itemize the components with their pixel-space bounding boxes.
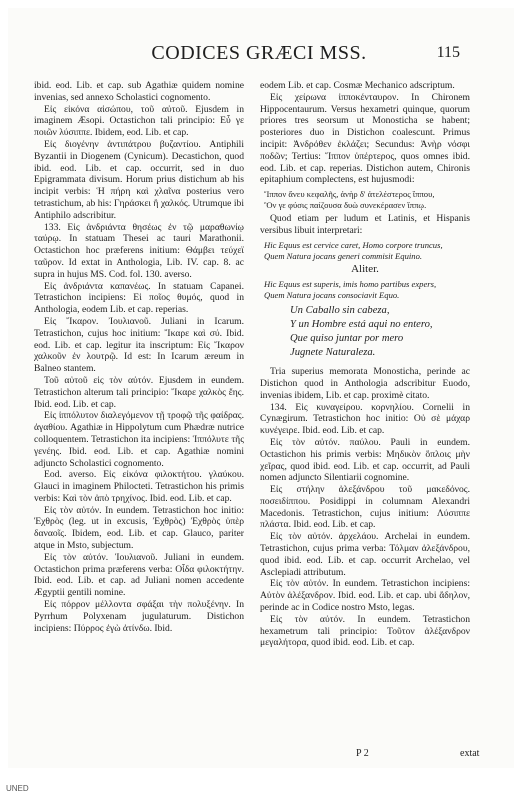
- paragraph: Εἰς ἱππόλυτον διαλεγόμενον τῇ τροφῷ τῆς φαίδρας. ἀγαθίου. Agathiæ in Hippolytum cum Phædræ nutrice colloquentem. Tetrastichon ita incipiens: Ἱππόλυτε τῆς γενέης. Ibid. eod. Lib. et cap. Agathiæ nomini adjuncto Scholastici cognomento.: [34, 410, 244, 469]
- spanish-verse: [290, 304, 470, 360]
- verse-line: Quem Natura jocans consociavit Equo.: [264, 289, 400, 300]
- running-title: CODICES GRÆCI MSS.: [151, 42, 367, 64]
- page-footer: [8, 748, 514, 762]
- paragraph: Εἰς τὸν αὐτόν. In eundem. Tetrastichon hexametrum tali principio: Τοῦτον ἀλέξανδρον μεγαλήτορα, quod ibid. eod. Lib. et cap.: [260, 613, 470, 649]
- paragraph: Εἰς τὸν αὐτόν. παύλου. Pauli in eundem. Octastichon his primis verbis: Μηδικὸν ὅπλοις μὴν χεῖρας, quod ibid. eod. Lib. et cap. occurrit, ad Pauli nomen adjuncto Silentiarii cognomine.: [260, 436, 470, 484]
- greek-verse: [264, 189, 470, 210]
- paragraph: 133. Εἰς ἀνδριάντα θησέως ἐν τῷ μαραθωνίῳ ταύρῳ. In statuam Thesei ac tauri Marathonii. Octastichon hoc præferens initium: Θάμβει τεύχεϊ ταῦρον. Id extat in Anthologia, Lib. IV. cap. 8. ac supra in hujus MS. Cod. fol. 130. averso.: [34, 221, 244, 280]
- paragraph: Εἰς τὸν αὐτόν. Ἰουλιανοῦ. Juliani in eundem. Octastichon prima præferens verba: Οἶδα φιλοκτήτην. Ibid. eod. Lib. et cap. ad Juliani nomen accedente Ægyptii gentili nomine.: [34, 551, 244, 599]
- verse-line: Quem Natura jocans generi commisit Equino.: [264, 250, 423, 261]
- signature-mark: P 2: [356, 748, 369, 759]
- paragraph: ibid. eod. Lib. et cap. sub Agathiæ quidem nomine invenias, sed annexo Scholastici cognomento.: [34, 80, 244, 103]
- latin-verse: [264, 240, 470, 261]
- paragraph: Εἰς τὸν αὐτόν. In eundem. Tetrastichon hoc initio: Ἐχθρὸς (leg. ut in excusis, Ἐχθρὸς) Ἐχθρὸς ὑπὲρ δαναοῖς. Ibidem, eod. Lib. et cap. Glauco, pariter atque in Msto, subjectum.: [34, 504, 244, 552]
- book-page: [8, 8, 514, 768]
- paragraph: Quod etiam per ludum et Latinis, et Hispanis versibus libuit interpretari:: [260, 213, 470, 237]
- paragraph: Εἰς πόρρον μέλλοντα σφάξαι τὴν πολυξένην. In Pyrrhum Polyxenam jugulaturum. Distichon incipiens: Πύρρος ἐγὼ ἀτίνδω. Ibid.: [34, 599, 244, 634]
- page-header: [8, 42, 514, 68]
- paragraph: Εἰς ἀνδριάντα καπανέως. In statuam Capanei. Tetrastichon incipiens: Εἰ ποῖος θυμός, quod in Anthologia, eodem Lib. et cap. reperias.: [34, 280, 244, 316]
- paragraph: Εἰς Ἴκαρον. Ἰουλιανοῦ. Juliani in Icarum. Tetrastichon, cujus hoc initium: Ἴκαρε καὶ σύ. Ibid. eod. Lib. et cap. legitur ita inscriptum: Εἰς Ἴκαρον χαλκοῦν ἐν λουτρῷ. Id est: In Icarum æreum in Balneo stantem.: [34, 315, 244, 375]
- paragraph: eodem Lib. et cap. Cosmæ Mechanico adscriptum.: [260, 80, 455, 91]
- verse-line: Hic Equus est superis, imis homo partibus expers,: [264, 278, 437, 289]
- verse-line: Jugnete Naturaleza.: [290, 347, 376, 359]
- verse-line: Hic Equus est cervice caret, Homo corpore truncus,: [264, 239, 443, 250]
- source-label: UNED: [6, 784, 29, 793]
- verse-line: Ὃν γε φύσις παίζουσα δυὼ συνεκέρασεν ἵππῳ.: [264, 199, 427, 210]
- verse-line: Y un Hombre está aqui no entero,: [290, 319, 433, 331]
- paragraph: 134. Εἰς κυναγείρου. κορνηλίου. Cornelii in Cynægirum. Tetrastichon hoc initio: Οὐ σὲ μάχαρ κυνέγειρε. Ibid. eod. Lib. et cap.: [260, 401, 470, 437]
- paragraph: Εἰς τὸν αὐτόν. ἀρχελάου. Archelai in eundem. Tetrastichon, cujus prima verba: Τόλμαν ἀλεξάνδρου, quod ibid. eod. Lib. et cap. occurrit Archelao, vel Asclepiadi attributum.: [260, 531, 470, 578]
- paragraph: Εἰς τὸν αὐτόν. In eundem. Tetrastichon incipiens: Αὐτὸν ἀλέξανδρον. Ibid. eod. Lib. et cap. ubi ἄδηλον, perinde ac in Codice nostro Msto, legas.: [260, 578, 470, 614]
- paragraph: Εἰς χείρωνα ἱπποκένταυρον. In Chironem Hippocentaurum. Versus hexametri quinque, quorum priores tres seorsum ut Monosticha se habent; posteriores duo in Distichon coalescunt. Primus incipit: Ἀνδρόθεν ἐκλάζει; Secundus: Ἀνὴρ νόσφι ποδῶν; Tertius: Ἵππον ὑπέρτερος, quos omnes ibid. eod. Lib. et cap. reperias. Distichon autem, Chironis epitaphium complectens, est hujusmodi:: [260, 91, 470, 186]
- paragraph: Tria superius memorata Monosticha, perinde ac Distichon quod in Anthologia adscribitur Euodo, invenias ibidem, Lib. et cap. proximè citato.: [260, 366, 470, 401]
- catchword: extat: [460, 748, 480, 759]
- latin-verse: [264, 279, 470, 300]
- paragraph: Eod. averso. Εἰς εἰκόνα φιλοκτήτου. γλαύκου. Glauci in imaginem Philocteti. Tetrastichon his primis verbis: Καὶ τὸν ἀπὸ τρηχίνος. Ibid. eod. Lib. et cap.: [34, 469, 244, 504]
- paragraph: Εἰς στήλην ἀλεξάνδρου τοῦ μακεδόνος. ποσειδίππου. Posidippi in columnam Alexandri Macedonis. Tetrastichon, cujus initium: Λύσιππε πλάστα. Ibid. eod. Lib. et cap.: [260, 484, 470, 531]
- paragraph: Τοῦ αὐτοῦ εἰς τὸν αὐτόν. Ejusdem in eundem. Tetrastichon alterum tali principio: Ἴκαρε χαλκὸς ἔης. Ibid. eod. Lib. et cap.: [34, 374, 244, 410]
- left-column: [34, 80, 244, 634]
- verse-line: Ἵππον ἄνευ κεφαλῆς, ἀνὴρ δ' ἀτελέστερος ἵππου,: [264, 189, 435, 200]
- verse-line: Que quiso juntar por mero: [290, 333, 404, 345]
- paragraph: Εἰς εἰκόνα αἰσώπου, τοῦ αὐτοῦ. Ejusdem in imaginem Æsopi. Octastichon tali principio: Εὖ γε ποιῶν λύσιππε. Ibidem, eod. Lib. et cap.: [34, 103, 244, 139]
- page-number: 115: [436, 44, 460, 61]
- paragraph: Εἰς διογένην ἀντιπάτρου βυζαντίου. Antiphili Byzantii in Diogenem (Cynicum). Decastichon, quod ibid. eod. Lib. et cap. occurrit, sed in duo Epigrammata divisum. Horum prius distichum ab his incipit verbis: Ἡ πήρη καὶ χλαῖνα posterius vero tetrastichum, ab his: Γηράσκει ἢ χαλκός. Utrumque ibi Antiphilo adscribitur.: [34, 138, 244, 221]
- aliter-heading: Aliter.: [351, 263, 379, 276]
- verse-line: Un Caballo sin cabeza,: [290, 305, 390, 317]
- right-column: [260, 80, 470, 649]
